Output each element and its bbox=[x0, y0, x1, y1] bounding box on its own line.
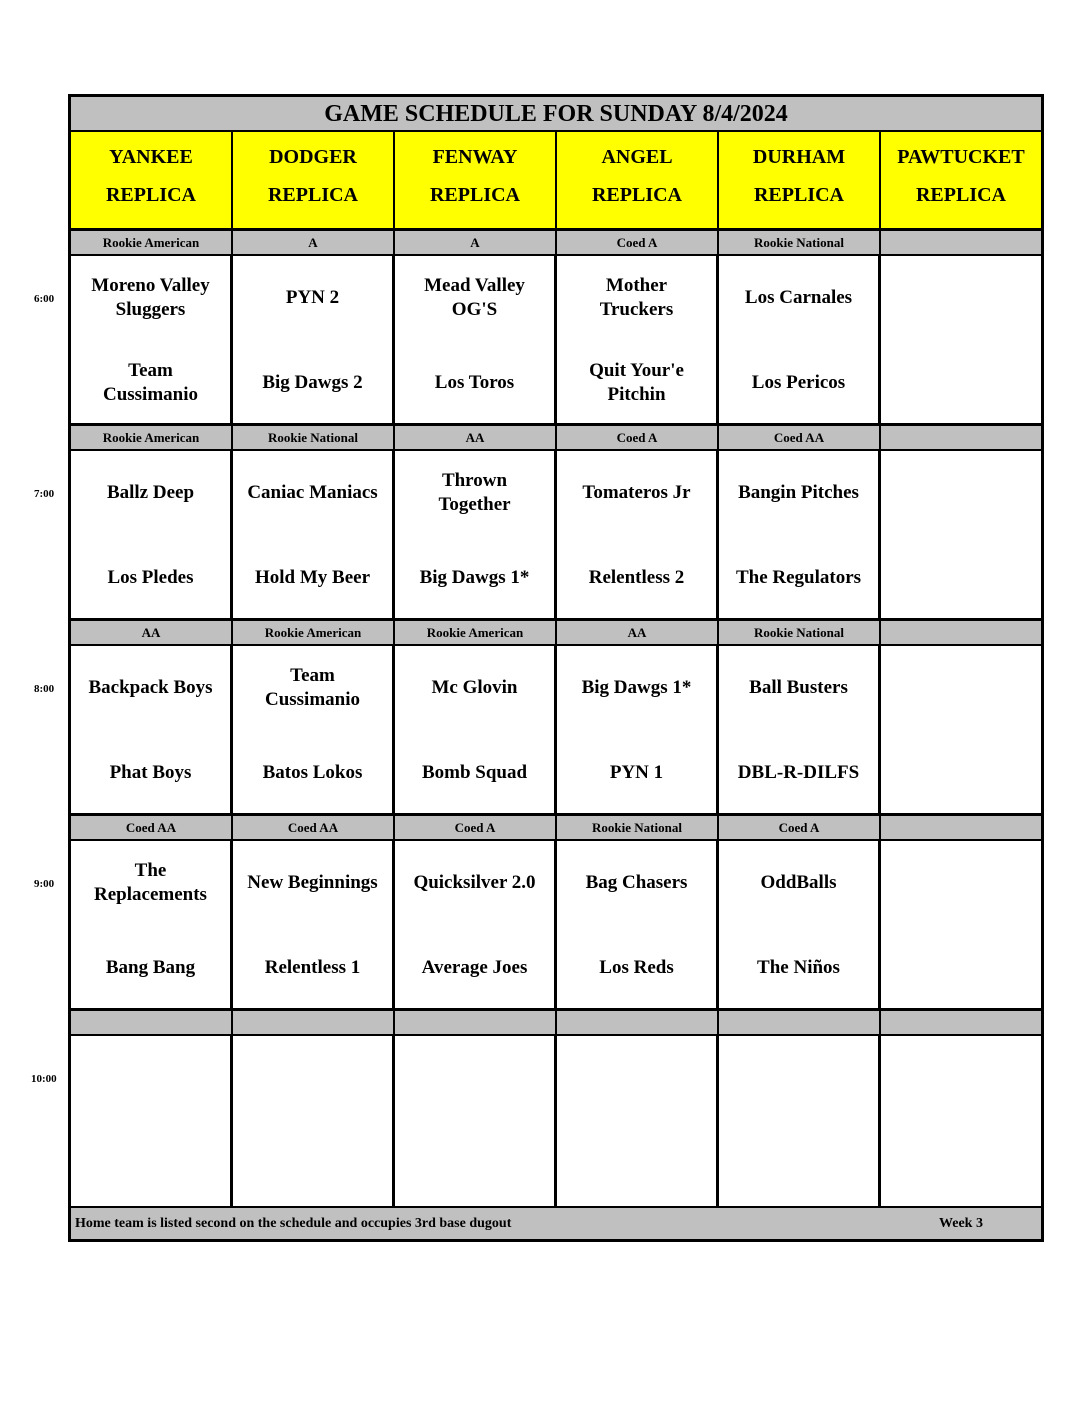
division-label: Rookie American bbox=[71, 231, 233, 256]
game-cell bbox=[881, 646, 1041, 816]
field-subtitle: REPLICA bbox=[591, 184, 682, 206]
away-team: Bag Chasers bbox=[585, 872, 688, 893]
division-label bbox=[233, 1011, 395, 1036]
division-label bbox=[881, 816, 1041, 841]
division-label: Rookie National bbox=[719, 231, 881, 256]
field-name: DODGER bbox=[269, 146, 357, 168]
field-name: DURHAM bbox=[752, 146, 846, 168]
home-team: The Regulators bbox=[735, 567, 862, 588]
page-title: GAME SCHEDULE FOR SUNDAY 8/4/2024 bbox=[71, 97, 1041, 132]
home-team: Los Toros bbox=[434, 372, 515, 393]
division-label bbox=[881, 621, 1041, 646]
field-name: PAWTUCKET bbox=[897, 146, 1025, 168]
time-label: 7:00 bbox=[34, 488, 55, 500]
week-label: Week 3 bbox=[939, 1216, 983, 1231]
field-name: YANKEE bbox=[109, 146, 193, 168]
home-team: Bang Bang bbox=[105, 957, 196, 978]
game-cell bbox=[557, 1036, 719, 1206]
away-team: Los Carnales bbox=[744, 287, 853, 308]
division-label: Rookie National bbox=[233, 426, 395, 451]
footer-bar bbox=[71, 1206, 1041, 1239]
division-label: Coed A bbox=[395, 816, 557, 841]
home-team: Quit Your'e Pitchin bbox=[589, 360, 684, 405]
division-label: Rookie American bbox=[395, 621, 557, 646]
game-cell bbox=[395, 451, 557, 621]
game-cell bbox=[719, 646, 881, 816]
field-subtitle: REPLICA bbox=[429, 184, 520, 206]
game-cell bbox=[395, 646, 557, 816]
division-label: Coed A bbox=[719, 816, 881, 841]
division-label bbox=[881, 426, 1041, 451]
game-cell bbox=[557, 256, 719, 426]
field-header-pawtucket bbox=[881, 132, 1041, 231]
field-header-fenway bbox=[395, 132, 557, 231]
field-header-durham bbox=[719, 132, 881, 231]
time-label: 8:00 bbox=[34, 683, 55, 695]
home-team: Big Dawgs 1* bbox=[419, 567, 530, 588]
home-team: Phat Boys bbox=[109, 762, 192, 783]
field-name: ANGEL bbox=[601, 146, 673, 168]
game-cell bbox=[557, 451, 719, 621]
division-label: Coed AA bbox=[719, 426, 881, 451]
division-label: AA bbox=[395, 426, 557, 451]
division-label: A bbox=[395, 231, 557, 256]
division-label: Coed AA bbox=[71, 816, 233, 841]
away-team: Big Dawgs 1* bbox=[581, 677, 692, 698]
game-cell bbox=[395, 256, 557, 426]
home-team: DBL-R-DILFS bbox=[737, 762, 860, 783]
field-header-dodger bbox=[233, 132, 395, 231]
division-label bbox=[395, 1011, 557, 1036]
game-cell bbox=[395, 841, 557, 1011]
game-cell bbox=[233, 646, 395, 816]
home-team: Hold My Beer bbox=[254, 567, 371, 588]
game-cell bbox=[71, 646, 233, 816]
away-team: OddBalls bbox=[760, 872, 837, 893]
game-cell bbox=[557, 646, 719, 816]
home-team: Los Reds bbox=[599, 957, 674, 978]
game-cell bbox=[719, 256, 881, 426]
away-team: Mc Glovin bbox=[431, 677, 518, 698]
home-team: Relentless 2 bbox=[588, 567, 685, 588]
division-label: A bbox=[233, 231, 395, 256]
game-cell bbox=[881, 451, 1041, 621]
division-label bbox=[557, 1011, 719, 1036]
division-label bbox=[881, 231, 1041, 256]
game-cell bbox=[71, 841, 233, 1011]
away-team: Bangin Pitches bbox=[738, 482, 859, 503]
time-label: 6:00 bbox=[34, 293, 55, 305]
division-label bbox=[71, 1011, 233, 1036]
home-team: PYN 1 bbox=[609, 762, 664, 783]
game-cell bbox=[71, 451, 233, 621]
division-label: AA bbox=[71, 621, 233, 646]
time-label: 9:00 bbox=[34, 878, 55, 890]
game-cell bbox=[71, 1036, 233, 1206]
away-team: Thrown Together bbox=[438, 470, 511, 515]
away-team: Mother Truckers bbox=[599, 275, 674, 320]
away-team: Moreno Valley Sluggers bbox=[91, 275, 210, 320]
away-team: Team Cussimanio bbox=[264, 665, 361, 710]
division-label: Rookie American bbox=[71, 426, 233, 451]
division-label bbox=[881, 1011, 1041, 1036]
away-team: Caniac Maniacs bbox=[247, 482, 378, 503]
game-cell bbox=[557, 841, 719, 1011]
away-team: Tomateros Jr bbox=[582, 482, 691, 503]
game-cell bbox=[881, 256, 1041, 426]
home-team: Batos Lokos bbox=[262, 762, 363, 783]
home-team: Los Pericos bbox=[751, 372, 846, 393]
division-label: Rookie National bbox=[719, 621, 881, 646]
game-cell bbox=[71, 256, 233, 426]
field-header-yankee bbox=[71, 132, 233, 231]
game-cell bbox=[233, 256, 395, 426]
field-header-angel bbox=[557, 132, 719, 231]
game-cell bbox=[233, 451, 395, 621]
schedule-sheet bbox=[68, 94, 1044, 1242]
division-label: Rookie American bbox=[233, 621, 395, 646]
away-team: Mead Valley OG'S bbox=[424, 275, 525, 320]
away-team: Backpack Boys bbox=[88, 677, 213, 698]
division-label: Rookie National bbox=[557, 816, 719, 841]
field-subtitle: REPLICA bbox=[105, 184, 196, 206]
home-team: Team Cussimanio bbox=[102, 360, 199, 405]
home-team: Los Pledes bbox=[107, 567, 194, 588]
home-team: Relentless 1 bbox=[264, 957, 361, 978]
away-team: Ball Busters bbox=[749, 677, 848, 698]
away-team: PYN 2 bbox=[285, 287, 340, 308]
game-cell bbox=[233, 1036, 395, 1206]
footer-note: Home team is listed second on the schedule and occupies 3rd base dugout bbox=[75, 1216, 512, 1231]
home-team: The Niños bbox=[757, 957, 840, 978]
division-label: AA bbox=[557, 621, 719, 646]
game-cell bbox=[881, 841, 1041, 1011]
division-label bbox=[719, 1011, 881, 1036]
division-label: Coed A bbox=[557, 426, 719, 451]
game-cell bbox=[719, 841, 881, 1011]
field-subtitle: REPLICA bbox=[915, 184, 1006, 206]
home-team: Big Dawgs 2 bbox=[262, 372, 363, 393]
game-cell bbox=[719, 451, 881, 621]
home-team: Bomb Squad bbox=[421, 762, 528, 783]
field-name: FENWAY bbox=[432, 146, 518, 168]
time-label: 10:00 bbox=[31, 1073, 57, 1085]
division-label: Coed AA bbox=[233, 816, 395, 841]
division-label: Coed A bbox=[557, 231, 719, 256]
game-cell bbox=[881, 1036, 1041, 1206]
away-team: Quicksilver 2.0 bbox=[413, 872, 536, 893]
field-subtitle: REPLICA bbox=[267, 184, 358, 206]
field-subtitle: REPLICA bbox=[753, 184, 844, 206]
home-team: Average Joes bbox=[421, 957, 528, 978]
game-cell bbox=[719, 1036, 881, 1206]
away-team: New Beginnings bbox=[247, 872, 378, 893]
away-team: The Replacements bbox=[94, 860, 207, 905]
away-team: Ballz Deep bbox=[106, 482, 195, 503]
game-cell bbox=[395, 1036, 557, 1206]
game-cell bbox=[233, 841, 395, 1011]
